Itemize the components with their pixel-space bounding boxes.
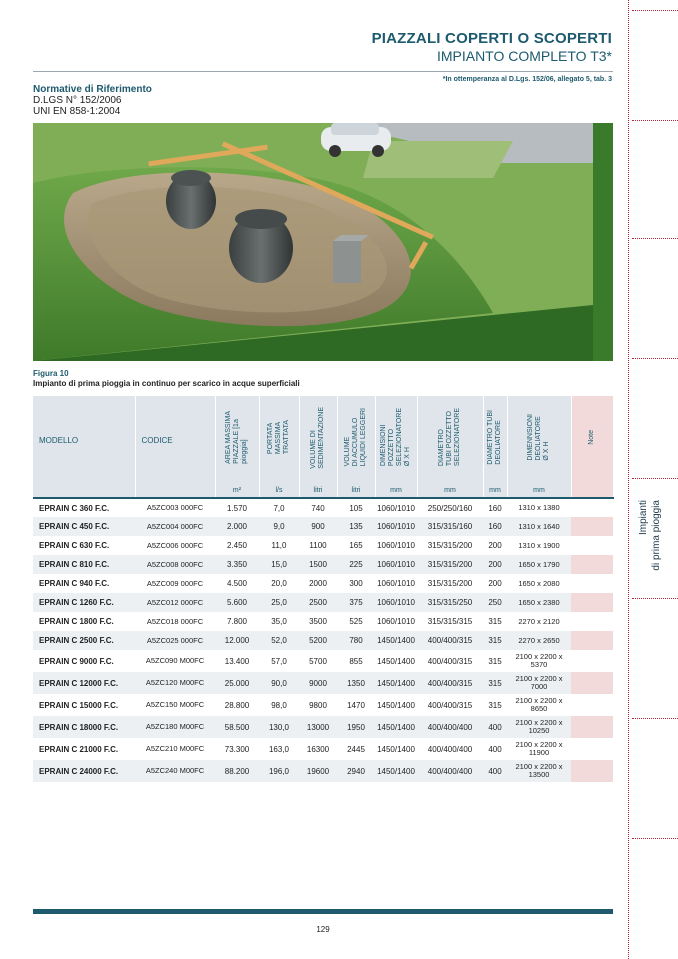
table-cell: 130,0 (259, 716, 299, 738)
table-cell: 400/400/400 (417, 738, 483, 760)
table-cell: 2940 (337, 760, 375, 782)
table-cell: 1310 x 1380 (507, 498, 571, 517)
side-dotted-rule (632, 358, 678, 359)
table-row (33, 650, 613, 672)
table-cell: 2.000 (215, 517, 259, 536)
table-cell: EPRAIN C 810 F.C. (33, 555, 135, 574)
table-cell (571, 631, 613, 650)
table-cell: 400 (483, 738, 507, 760)
figure-label: Figura 10 (33, 369, 69, 378)
table-cell: 400/400/315 (417, 650, 483, 672)
page-title-block (372, 30, 612, 64)
table-cell: 315 (483, 694, 507, 716)
table-cell: 196,0 (259, 760, 299, 782)
table-cell: 90,0 (259, 672, 299, 694)
table-cell: A5ZC009 000FC (135, 574, 215, 593)
table-cell: 19600 (299, 760, 337, 782)
table-cell: 2100 x 2200 x 8650 (507, 694, 571, 716)
normative-line: D.LGS N° 152/2006 (33, 95, 122, 106)
side-tab-label-2[interactable] (651, 500, 678, 600)
table-cell: 315/315/200 (417, 555, 483, 574)
col-header-diam-pozzetto: DIAMETRO TUBI POZZETTO SELEZIONATORE (417, 396, 483, 484)
table-cell: 105 (337, 498, 375, 517)
table-cell: 2100 x 2200 x 10250 (507, 716, 571, 738)
table-cell: 57,0 (259, 650, 299, 672)
table-cell: 73.300 (215, 738, 259, 760)
table-cell: 1310 x 1640 (507, 517, 571, 536)
table-cell: A5ZC012 000FC (135, 593, 215, 612)
table-cell (571, 760, 613, 782)
unit-cell (571, 484, 613, 498)
table-row (33, 593, 613, 612)
table-row (33, 694, 613, 716)
table-cell: 400 (483, 716, 507, 738)
table-cell: A5ZC004 000FC (135, 517, 215, 536)
table-row (33, 760, 613, 782)
side-dotted-rule (632, 238, 678, 239)
table-row (33, 555, 613, 574)
table-cell: 1060/1010 (375, 574, 417, 593)
normative-line: UNI EN 858-1:2004 (33, 106, 121, 117)
table-cell: 12.000 (215, 631, 259, 650)
table-cell: 5700 (299, 650, 337, 672)
table-cell: A5ZC150 M00FC (135, 694, 215, 716)
table-cell: 2445 (337, 738, 375, 760)
table-cell (571, 517, 613, 536)
table-cell: A5ZC090 M00FC (135, 650, 215, 672)
table-cell: 1450/1400 (375, 716, 417, 738)
unit-cell: mm (375, 484, 417, 498)
table-cell: 9,0 (259, 517, 299, 536)
table-cell: 1060/1010 (375, 517, 417, 536)
table-cell: 2.450 (215, 536, 259, 555)
side-dotted-rule (632, 120, 678, 121)
table-row (33, 536, 613, 555)
table-cell (571, 612, 613, 631)
table-cell: 300 (337, 574, 375, 593)
table-cell: 13000 (299, 716, 337, 738)
table-cell: 5.600 (215, 593, 259, 612)
table-cell: 1450/1400 (375, 650, 417, 672)
page-subtitle: IMPIANTO COMPLETO T3* (436, 48, 612, 64)
table-row (33, 498, 613, 517)
table-cell: 1950 (337, 716, 375, 738)
unit-cell: mm (417, 484, 483, 498)
table-cell: 2500 (299, 593, 337, 612)
table-cell: A5ZC008 000FC (135, 555, 215, 574)
normative-block (33, 84, 152, 117)
table-cell: 1650 x 2380 (507, 593, 571, 612)
table-cell: EPRAIN C 18000 F.C. (33, 716, 135, 738)
table-cell (571, 593, 613, 612)
table-cell: EPRAIN C 9000 F.C. (33, 650, 135, 672)
table-cell: EPRAIN C 1260 F.C. (33, 593, 135, 612)
table-cell (571, 672, 613, 694)
table-cell: 1100 (299, 536, 337, 555)
table-cell: 1650 x 2080 (507, 574, 571, 593)
table-cell: 9000 (299, 672, 337, 694)
table-cell: 1060/1010 (375, 593, 417, 612)
table-cell: EPRAIN C 24000 F.C. (33, 760, 135, 782)
table-cell: 3500 (299, 612, 337, 631)
table-cell: A5ZC006 000FC (135, 536, 215, 555)
table-cell: 400/400/315 (417, 631, 483, 650)
table-row (33, 631, 613, 650)
table-cell: 900 (299, 517, 337, 536)
table-cell: 315/315/250 (417, 593, 483, 612)
table-cell (571, 738, 613, 760)
table-cell: 1060/1010 (375, 498, 417, 517)
table-cell: 400/400/315 (417, 694, 483, 716)
table-cell: 58.500 (215, 716, 259, 738)
table-cell: 9800 (299, 694, 337, 716)
table-cell: 1350 (337, 672, 375, 694)
table-cell: 7.800 (215, 612, 259, 631)
side-dotted-rule (632, 718, 678, 719)
table-cell: 200 (483, 555, 507, 574)
table-cell: EPRAIN C 2500 F.C. (33, 631, 135, 650)
table-cell: 1.570 (215, 498, 259, 517)
col-header-dim-deoliatore: DIMENNSIONI DEOLIATORE Ø X H (507, 396, 571, 484)
table-cell: EPRAIN C 15000 F.C. (33, 694, 135, 716)
table-cell: 400/400/315 (417, 672, 483, 694)
table-cell: 1060/1010 (375, 536, 417, 555)
col-header-portata: PORTATA MASSIMA TRATTATA (259, 396, 299, 484)
table-cell: 250/250/160 (417, 498, 483, 517)
table-cell: A5ZC018 000FC (135, 612, 215, 631)
table-cell: 135 (337, 517, 375, 536)
table-cell: A5ZC025 000FC (135, 631, 215, 650)
spec-table (33, 396, 614, 782)
table-cell: 16300 (299, 738, 337, 760)
table-cell: 25.000 (215, 672, 259, 694)
table-cell: 315 (483, 650, 507, 672)
table-cell: 160 (483, 517, 507, 536)
table-cell (571, 694, 613, 716)
table-cell: EPRAIN C 21000 F.C. (33, 738, 135, 760)
unit-cell: l/s (259, 484, 299, 498)
table-cell (571, 555, 613, 574)
col-header-codice: CODICE (135, 396, 215, 484)
unit-cell (33, 484, 135, 498)
table-cell: 35,0 (259, 612, 299, 631)
table-row (33, 672, 613, 694)
table-cell: 200 (483, 536, 507, 555)
table-cell: 740 (299, 498, 337, 517)
table-cell (571, 536, 613, 555)
table-cell: 1650 x 1790 (507, 555, 571, 574)
table-cell (571, 650, 613, 672)
side-tab (626, 0, 678, 959)
table-cell (571, 498, 613, 517)
table-cell: 165 (337, 536, 375, 555)
table-cell: 2270 x 2650 (507, 631, 571, 650)
table-cell: EPRAIN C 940 F.C. (33, 574, 135, 593)
table-cell: 2100 x 2200 x 13500 (507, 760, 571, 782)
table-cell: 375 (337, 593, 375, 612)
col-header-area: AREA MASSIMA PIAZZALE [1a pioggia] (215, 396, 259, 484)
table-cell: 2100 x 2200 x 11900 (507, 738, 571, 760)
side-dotted-rule (632, 838, 678, 839)
side-tab-line1: Impianti (638, 500, 649, 536)
table-cell: 315 (483, 631, 507, 650)
table-row (33, 738, 613, 760)
table-cell: 250 (483, 593, 507, 612)
table-cell: EPRAIN C 360 F.C. (33, 498, 135, 517)
table-cell: 25,0 (259, 593, 299, 612)
table-cell: EPRAIN C 1800 F.C. (33, 612, 135, 631)
table-row (33, 716, 613, 738)
table-cell: 1450/1400 (375, 672, 417, 694)
table-cell: 1450/1400 (375, 694, 417, 716)
side-tab-line2: di prima pioggia (651, 500, 662, 571)
normative-title: Normative di Riferimento (33, 84, 152, 95)
table-cell (571, 716, 613, 738)
table-cell: 2000 (299, 574, 337, 593)
table-cell: 315 (483, 612, 507, 631)
table-cell: 2270 x 2120 (507, 612, 571, 631)
table-cell: 780 (337, 631, 375, 650)
table-cell: 52,0 (259, 631, 299, 650)
table-cell: 11,0 (259, 536, 299, 555)
figure-caption-text: Impianto di prima pioggia in continuo per scarico in acque superficiali (33, 379, 300, 388)
table-cell: 13.400 (215, 650, 259, 672)
table-row (33, 574, 613, 593)
legal-footnote: *In ottemperanza al D.Lgs. 152/06, allegato 5, tab. 3 (442, 76, 612, 83)
plant-drawing (33, 123, 613, 361)
table-cell: 1060/1010 (375, 612, 417, 631)
system-illustration (33, 123, 613, 361)
table-row (33, 612, 613, 631)
table-cell: 20,0 (259, 574, 299, 593)
table-cell: EPRAIN C 450 F.C. (33, 517, 135, 536)
table-cell: 400 (483, 760, 507, 782)
table-units-row (33, 484, 613, 498)
table-cell: 5200 (299, 631, 337, 650)
table-cell: 855 (337, 650, 375, 672)
page-title: PIAZZALI COPERTI O SCOPERTI (371, 30, 612, 47)
table-cell: 3.350 (215, 555, 259, 574)
table-body (33, 498, 613, 782)
table-cell: 1470 (337, 694, 375, 716)
table-cell: 315 (483, 672, 507, 694)
unit-cell: m² (215, 484, 259, 498)
side-dotted-rule (632, 478, 678, 479)
side-dotted-rule (632, 10, 678, 11)
table-cell: A5ZC120 M00FC (135, 672, 215, 694)
table-cell: A5ZC240 M00FC (135, 760, 215, 782)
col-header-vol-sed: VOLUME DI SEDIMENTAZIONE (299, 396, 337, 484)
table-cell: 400/400/400 (417, 716, 483, 738)
table-cell: 160 (483, 498, 507, 517)
table-cell: 315/315/200 (417, 536, 483, 555)
table-cell: 4.500 (215, 574, 259, 593)
table-cell: 28.800 (215, 694, 259, 716)
table-cell: 2100 x 2200 x 5370 (507, 650, 571, 672)
table-cell: 200 (483, 574, 507, 593)
table-cell: A5ZC180 M00FC (135, 716, 215, 738)
table-cell: 1060/1010 (375, 555, 417, 574)
col-header-note: Note (571, 396, 613, 484)
footer-bar (33, 909, 613, 914)
page-number: 129 (316, 925, 330, 934)
figure-caption (33, 369, 300, 389)
table-cell: 2100 x 2200 x 7000 (507, 672, 571, 694)
table-cell: 400/400/400 (417, 760, 483, 782)
table-cell: 15,0 (259, 555, 299, 574)
unit-cell: mm (483, 484, 507, 498)
table-cell: 1450/1400 (375, 738, 417, 760)
unit-cell (135, 484, 215, 498)
col-header-modello: MODELLO (33, 396, 135, 484)
table-cell: A5ZC210 M00FC (135, 738, 215, 760)
table-cell: 163,0 (259, 738, 299, 760)
unit-cell: mm (507, 484, 571, 498)
table-header-row (33, 396, 613, 484)
table-cell: 525 (337, 612, 375, 631)
table-cell: 1500 (299, 555, 337, 574)
unit-cell: litri (299, 484, 337, 498)
table-cell: A5ZC003 000FC (135, 498, 215, 517)
table-row (33, 517, 613, 536)
col-header-dim-pozzetto: DIMENSIONI POZZETTO SELEZIONATORE Ø X H (375, 396, 417, 484)
unit-cell: litri (337, 484, 375, 498)
col-header-vol-acc: VOLUME DI ACCUMULO LIQUIDI LEGGERI (337, 396, 375, 484)
table-cell: EPRAIN C 12000 F.C. (33, 672, 135, 694)
table-cell: 88.200 (215, 760, 259, 782)
col-header-diam-deoliatore: DIAMETRO TUBI DEOLIATORE (483, 396, 507, 484)
table-cell: 1450/1400 (375, 760, 417, 782)
table-cell: 98,0 (259, 694, 299, 716)
table-cell (571, 574, 613, 593)
title-divider (33, 71, 613, 72)
table-cell: 7,0 (259, 498, 299, 517)
table-cell: 315/315/315 (417, 612, 483, 631)
table-cell: 315/315/200 (417, 574, 483, 593)
table-cell: EPRAIN C 630 F.C. (33, 536, 135, 555)
table-cell: 315/315/160 (417, 517, 483, 536)
table-cell: 1450/1400 (375, 631, 417, 650)
table-cell: 1310 x 1900 (507, 536, 571, 555)
table-cell: 225 (337, 555, 375, 574)
